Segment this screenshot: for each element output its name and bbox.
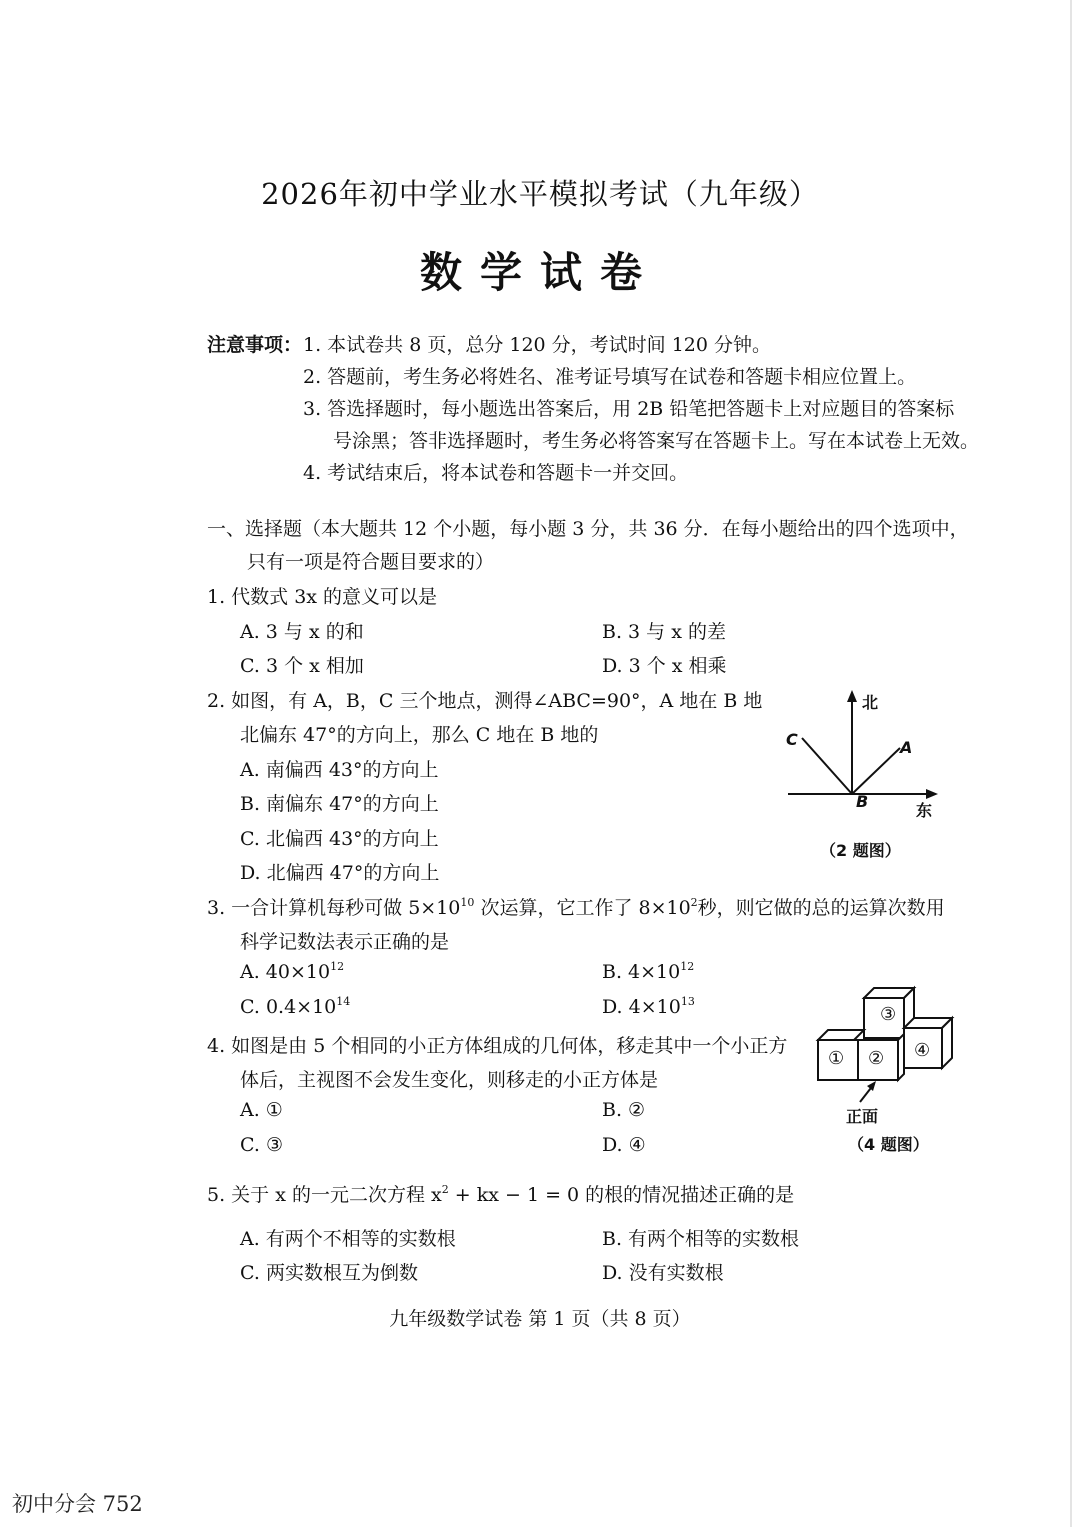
cubes-diagram (812, 982, 962, 1092)
ray-ba (852, 748, 900, 794)
front-arrow (852, 1080, 892, 1106)
cube4-side (942, 1018, 952, 1068)
exam-subtitle: 数学试卷 (419, 248, 660, 297)
note-1: 1. 本试卷共 8 页，总分 120 分，考试时间 120 分钟。 (303, 334, 772, 356)
note-2: 2. 答题前，考生务必将姓名、准考证号填写在试卷和答题卡相应位置上。 (303, 366, 917, 388)
q2-option-c: C. 北偏西 43°的方向上 (240, 828, 439, 850)
exam-title: 2026年初中学业水平模拟考试（九年级） (261, 177, 819, 211)
point-a-label: A (900, 738, 913, 757)
point-c-label: C (786, 730, 798, 749)
q5-option-c: C. 两实数根互为倒数 (240, 1262, 418, 1284)
cube3-label: ③ (880, 1004, 897, 1025)
q5-stem: 5. 关于 x 的一元二次方程 $x^2$ + kx − 1 = 0 的根的情况描述正确的是 (207, 1183, 795, 1206)
q1-option-c: C. 3 个 x 相加 (240, 655, 364, 677)
page-footer: 九年级数学试卷 第 1 页（共 8 页） (389, 1308, 691, 1330)
q2-stem: 2. 如图，有 A，B，C 三个地点，测得∠ABC=90°，A 地在 B 地 (207, 690, 763, 712)
note-3-cont: 号涂黑；答非选择题时，考生务必将答案写在答题卡上。写在本试卷上无效。 (333, 430, 980, 452)
q4-option-d: D. ④ (602, 1134, 646, 1156)
q4-figure-caption: （4 题图） (848, 1135, 929, 1154)
q4-option-c: C. ③ (240, 1134, 283, 1156)
watermark: 初中分会 752 (12, 1492, 143, 1516)
cube2-label: ② (868, 1048, 885, 1069)
q2-option-b: B. 南偏东 47°的方向上 (240, 793, 439, 815)
point-b-label: B (856, 792, 869, 811)
north-arrowhead (847, 690, 857, 702)
q3-option-b: B. $4\times 10^{12}$ (602, 960, 695, 983)
q2-option-d: D. 北偏西 47°的方向上 (240, 862, 440, 884)
front-label: 正面 (846, 1107, 879, 1126)
q2-figure (780, 686, 950, 876)
north-label: 北 (862, 693, 879, 712)
q4-option-b: B. ② (602, 1099, 646, 1121)
q5-option-b: B. 有两个相等的实数根 (602, 1228, 800, 1250)
q3-stem: 3. 一合计算机每秒可做 $5\times 10^{10}$ 次运算，它工作了 $8\times 10^2$秒，则它做的总的运算次数用 (207, 896, 945, 919)
q4-stem-cont: 体后，主视图不会发生变化，则移走的小正方体是 (240, 1069, 659, 1091)
cube4-label: ④ (914, 1040, 931, 1061)
cube1-label: ① (828, 1048, 845, 1069)
notes-label: 注意事项： (207, 334, 303, 356)
section-heading-cont: 只有一项是符合题目要求的） (247, 551, 495, 573)
q4-stem: 4. 如图是由 5 个相同的小正方体组成的几何体，移走其中一个小正方 (207, 1035, 788, 1057)
cube2-side (898, 1034, 904, 1080)
q4-option-a: A. ① (240, 1099, 283, 1121)
q3-option-d: D. $4\times 10^{13}$ (602, 995, 695, 1018)
q1-option-d: D. 3 个 x 相乘 (602, 655, 727, 677)
ray-bc (802, 738, 852, 794)
note-3: 3. 答选择题时，每小题选出答案后，用 2B 铅笔把答题卡上对应题目的答案标 (303, 398, 955, 420)
section-heading: 一、选择题（本大题共 12 个小题，每小题 3 分，共 36 分．在每小题给出的四个选项中， (207, 518, 969, 540)
q3-stem-cont: 科学记数法表示正确的是 (240, 931, 450, 953)
q3-option-c: C. $0.4\times 10^{14}$ (240, 995, 351, 1018)
q3-option-a: A. $40\times 10^{12}$ (240, 960, 345, 983)
cube1-top (818, 1030, 864, 1040)
q4-figure (812, 982, 962, 1157)
q5-option-a: A. 有两个不相等的实数根 (240, 1228, 456, 1250)
q2-option-a: A. 南偏西 43°的方向上 (240, 759, 439, 781)
q1-stem: 1. 代数式 3x 的意义可以是 (207, 586, 438, 608)
page-edge (1070, 0, 1072, 1527)
q2-figure-caption: （2 题图） (820, 841, 901, 860)
q5-option-d: D. 没有实数根 (602, 1262, 724, 1284)
east-label: 东 (916, 801, 933, 820)
q2-stem-cont: 北偏东 47°的方向上，那么 C 地在 B 地的 (240, 724, 599, 746)
q1-option-b: B. 3 与 x 的差 (602, 621, 726, 643)
q1-option-a: A. 3 与 x 的和 (240, 621, 364, 643)
note-4: 4. 考试结束后，将本试卷和答题卡一并交回。 (303, 462, 689, 484)
